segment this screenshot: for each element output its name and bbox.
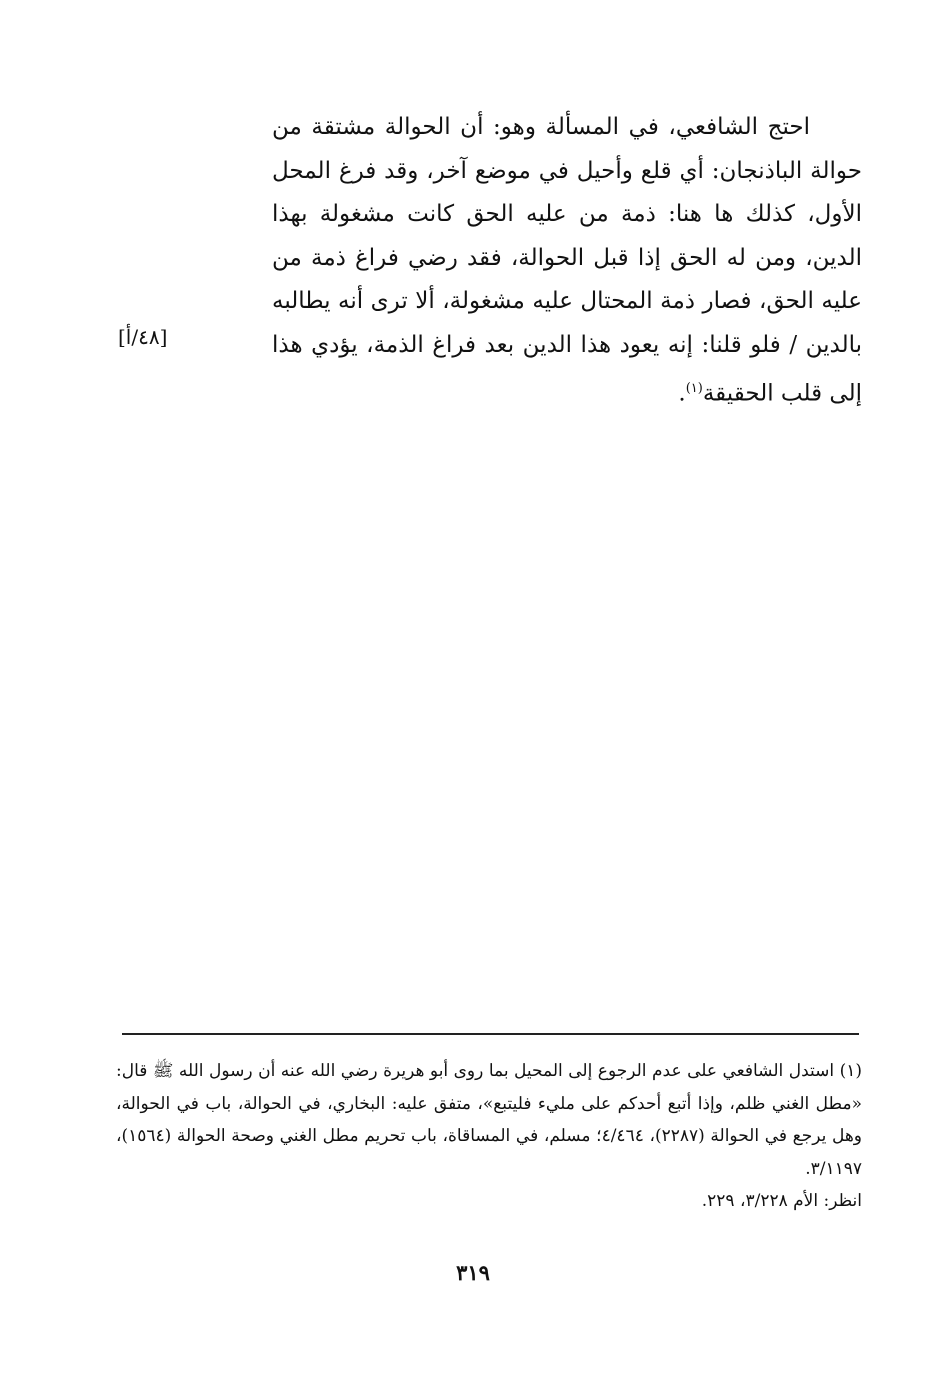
body-end-punctuation: . <box>678 380 686 407</box>
main-text-block <box>272 106 862 416</box>
footnotes-block <box>116 1055 862 1218</box>
manuscript-folio-marker: [٤٨/أ] <box>118 325 168 349</box>
footnote-reference: (١) <box>685 381 703 396</box>
footnote-divider <box>122 1033 859 1035</box>
body-paragraph <box>272 106 862 416</box>
footnote-see-also: انظر: الأم ٣/٢٢٨، ٢٢٩. <box>701 1191 862 1211</box>
body-text: احتج الشافعي، في المسألة وهو: أن الحوالة مشتقة من حوالة الباذنجان: أي قلع وأحيل في موضع آخر، وقد فرغ المحل الأول، كذلك ها هنا: ذمة من عليه الحق كانت مشغولة بهذا الدين، ومن له الحق إذا قبل الحوالة، فقد رضي فراغ ذمة من عليه الحق، فصار ذمة المحتال عليه مشغولة، ألا ترى أنه يطالبه بالدين / فلو قلنا: إنه يعود هذا الدين بعد فراغ الذمة، يؤدي هذا إلى قلب الحقيقة <box>272 114 863 407</box>
footnote-1: (١) استدل الشافعي على عدم الرجوع إلى المحيل بما روى أبو هريرة رضي الله عنه أن رسول الله ﷺ قال: «مطل الغني ظلم، وإذا أتبع أحدكم على مليء فليتبع»، متفق عليه: البخاري، في الحوالة، باب في الحوالة، وهل يرجع في الحوالة (٢٢٨٧)، ٤/٤٦٤؛ مسلم، في المساقاة، باب تحريم مطل الغني وصحة الحوالة (١٥٦٤)، ٣/١١٩٧. <box>116 1061 862 1179</box>
page-number: ٣١٩ <box>456 1260 490 1285</box>
